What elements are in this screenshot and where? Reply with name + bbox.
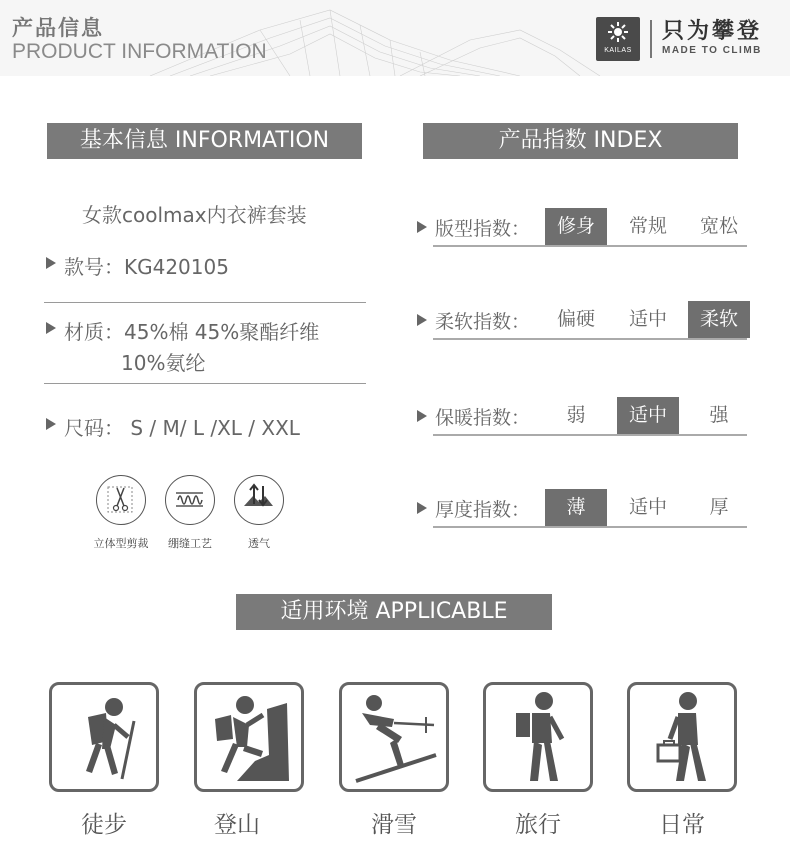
model-number: 款号：KG420105 bbox=[64, 255, 229, 279]
hiking-card bbox=[49, 682, 159, 792]
slogan-en: MADE TO CLIMB bbox=[662, 45, 762, 56]
slogan-cn: 只为攀登 bbox=[662, 19, 763, 44]
index-option: 适中 bbox=[628, 308, 667, 330]
bullet-icon bbox=[417, 410, 427, 422]
brand-name: KAILAS bbox=[604, 47, 632, 54]
index-label: 柔软指数： bbox=[435, 311, 531, 333]
bullet-icon bbox=[46, 257, 56, 269]
bullet-icon bbox=[417, 221, 427, 233]
feature-label: 绷缝工艺 bbox=[168, 537, 212, 550]
index-option: 强 bbox=[709, 404, 729, 426]
index-option: 宽松 bbox=[699, 215, 738, 237]
index-option-selected: 薄 bbox=[545, 489, 607, 526]
index-label: 保暖指数： bbox=[435, 407, 531, 429]
index-label: 厚度指数： bbox=[435, 499, 531, 521]
index-option-selected: 修身 bbox=[545, 208, 607, 245]
travel-card bbox=[483, 682, 593, 792]
climbing-card bbox=[194, 682, 304, 792]
feature-cut bbox=[96, 475, 146, 525]
divider bbox=[650, 20, 652, 58]
app-label: 旅行 bbox=[515, 812, 561, 838]
info-banner: 基本信息 INFORMATION bbox=[47, 123, 362, 159]
daily-card bbox=[627, 682, 737, 792]
bullet-icon bbox=[417, 314, 427, 326]
feature-stitch bbox=[165, 475, 215, 525]
breathable-icon bbox=[235, 476, 282, 523]
bullet-icon bbox=[417, 502, 427, 514]
divider bbox=[44, 383, 366, 384]
applicable-banner: 适用环境 APPLICABLE bbox=[236, 594, 552, 630]
app-label: 日常 bbox=[659, 812, 705, 838]
index-option: 弱 bbox=[566, 404, 586, 426]
index-option-selected: 适中 bbox=[617, 397, 679, 434]
header-bar bbox=[0, 0, 790, 76]
feature-breathable bbox=[234, 475, 284, 525]
bullet-icon bbox=[46, 322, 56, 334]
scissors-icon bbox=[97, 476, 144, 523]
skiing-card bbox=[339, 682, 449, 792]
index-option: 偏硬 bbox=[556, 308, 595, 330]
divider bbox=[44, 302, 366, 303]
feature-label: 透气 bbox=[248, 537, 270, 550]
index-underline bbox=[433, 526, 747, 528]
hiking-icon bbox=[52, 685, 156, 789]
app-label: 登山 bbox=[214, 812, 260, 838]
index-banner: 产品指数 INDEX bbox=[423, 123, 738, 159]
index-option: 常规 bbox=[628, 215, 667, 237]
kailas-logo bbox=[596, 17, 640, 61]
size-list: 尺码： S / M/ L /XL / XXL bbox=[64, 416, 300, 440]
index-option: 适中 bbox=[628, 496, 667, 518]
page-title-cn: 产品信息 bbox=[12, 16, 104, 40]
daily-icon bbox=[630, 685, 734, 789]
index-underline bbox=[433, 245, 747, 247]
index-label: 版型指数： bbox=[435, 218, 531, 240]
material-line-2: 10%氨纶 bbox=[121, 351, 206, 375]
index-option-selected: 柔软 bbox=[688, 301, 750, 338]
index-underline bbox=[433, 338, 747, 340]
index-underline bbox=[433, 434, 747, 436]
skiing-icon bbox=[342, 685, 446, 789]
feature-label: 立体型剪裁 bbox=[93, 537, 149, 550]
stitching-icon bbox=[166, 476, 213, 523]
bullet-icon bbox=[46, 418, 56, 430]
material-line-1: 材质：45%棉 45%聚酯纤维 bbox=[64, 320, 320, 344]
sun-logo-icon bbox=[596, 17, 640, 47]
app-label: 徒步 bbox=[81, 812, 127, 838]
travel-icon bbox=[486, 685, 590, 789]
page-title-en: PRODUCT INFORMATION bbox=[12, 40, 267, 63]
product-name: 女款coolmax内衣裤套装 bbox=[82, 203, 307, 227]
app-label: 滑雪 bbox=[371, 812, 417, 838]
index-option: 厚 bbox=[709, 496, 729, 518]
climbing-icon bbox=[197, 685, 301, 789]
